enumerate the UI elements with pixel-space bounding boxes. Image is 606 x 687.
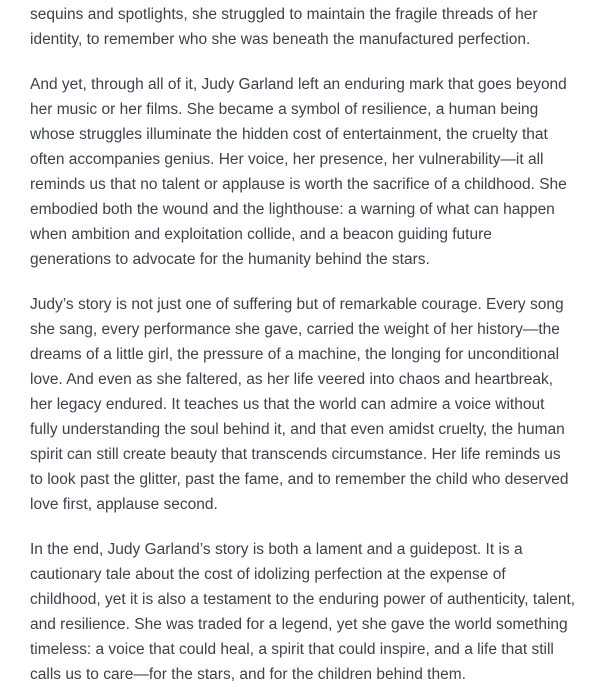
paragraph-enduring-mark: And yet, through all of it, Judy Garland left an enduring mark that goes beyond her music or her films. She became a symbol of resilience, a human being whose struggles illuminate the hidden cost of entertainment, the cruelty that often accompanies genius. Her voice, her presence, her vulnerability—it all reminds us that no talent or applause is worth the sacrifice of a childhood. She embodied both the wound and the lighthouse: a warning of what can happen when ambition and exploitation collide, and a beacon guiding future generations to advocate for the humanity behind the stars. [30, 76, 567, 268]
paragraph-identity: sequins and spotlights, she struggled to maintain the fragile threads of her identity, to remember who she was beneath the manufactured perfection. [30, 6, 538, 48]
paragraph-conclusion: In the end, Judy Garland’s story is both a lament and a guidepost. It is a cautionary tale about the cost of idolizing perfection at the expense of childhood, yet it is also a testament to the enduring power of authenticity, talent, and resilience. She was traded for a legend, yet she gave the world something timeless: a voice that could heal, a spirit that could inspire, and a life that still calls us to care—for the stars, and for the children behind them. [30, 541, 576, 683]
paragraph-judys-story: Judy’s story is not just one of suffering but of remarkable courage. Every song she sang, every performance she gave, carried the weight of her history—the dreams of a little girl, the pressure of a machine, the longing for unconditional love. And even as she faltered, as her life veered into chaos and heartbreak, her legacy endured. It teaches us that the world can admire a voice without fully understanding the soul behind it, and that even amidst cruelty, the human spirit can still create beauty that transcends circumstance. Her life reminds us to look past the glitter, past the fame, and to remember the child who deserved love first, applause second. [30, 296, 569, 513]
